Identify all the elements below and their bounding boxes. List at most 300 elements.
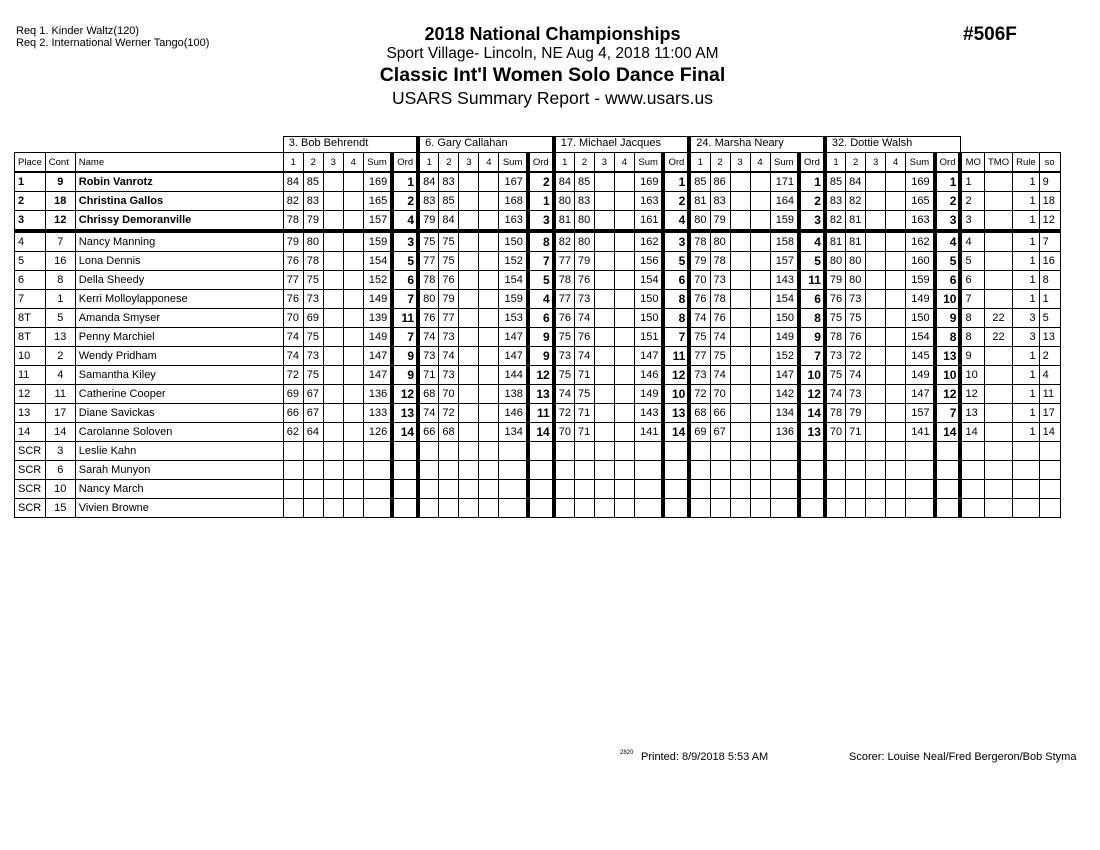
judge-score [343, 347, 363, 366]
judge-score [459, 366, 479, 385]
judge-score: 74 [846, 366, 866, 385]
judge-sum: 154 [906, 328, 935, 347]
table-row [15, 461, 1061, 480]
judge-score: 82 [554, 231, 575, 252]
judge-score [459, 290, 479, 309]
rule-cell [1013, 499, 1040, 518]
table-row [15, 271, 1061, 290]
judge-sum: 143 [770, 271, 799, 290]
skater-name: Nancy March [75, 480, 283, 499]
judge-score [594, 442, 614, 461]
judge-score: 73 [825, 347, 846, 366]
judge-score [750, 442, 770, 461]
judge-score [614, 231, 634, 252]
judge-score [323, 172, 343, 192]
table-row [15, 252, 1061, 271]
scorer-names: Scorer: Louise Neal/Fred Bergeron/Bob Styma [849, 751, 1077, 763]
majority-ordinal: 3 [960, 211, 984, 232]
judge-score [614, 328, 634, 347]
judge-score [479, 480, 499, 499]
place-cell: 8T [15, 309, 46, 328]
judge-score [594, 423, 614, 442]
rule-cell: 1 [1013, 172, 1040, 192]
judge-score [479, 172, 499, 192]
judge-score: 76 [574, 271, 594, 290]
judge-sum: 146 [634, 366, 663, 385]
judge-sum: 142 [770, 385, 799, 404]
judge-score [730, 328, 750, 347]
judge-score [459, 480, 479, 499]
judge-sum: 169 [906, 172, 935, 192]
judge-score [846, 499, 866, 518]
judge-score: 73 [574, 290, 594, 309]
judge-sum: 160 [906, 252, 935, 271]
judge-score [323, 347, 343, 366]
judge-score: 74 [283, 328, 303, 347]
judge-score: 70 [283, 309, 303, 328]
judge-ordinal: 9 [528, 328, 554, 347]
judge-score [554, 442, 575, 461]
table-row [15, 211, 1061, 232]
judge-score [730, 172, 750, 192]
judge-ordinal: 4 [935, 231, 961, 252]
judge-sum: 141 [906, 423, 935, 442]
place-cell: SCR [15, 499, 46, 518]
judge-score: 79 [283, 231, 303, 252]
venue-datetime: Sport Village- Lincoln, NE Aug 4, 2018 11:00 AM [386, 45, 719, 62]
judge-score: 72 [554, 404, 575, 423]
judge-score [479, 328, 499, 347]
judge-score: 84 [439, 211, 459, 232]
column-header-s1: 1 [825, 153, 846, 173]
judge-score: 74 [710, 366, 730, 385]
judge-sum: 169 [634, 172, 663, 192]
majority-ordinal: 5 [960, 252, 984, 271]
judge-ordinal: 11 [392, 309, 418, 328]
judge-ordinal: 5 [935, 252, 961, 271]
judge-score: 69 [283, 385, 303, 404]
skater-name: Kerri Molloylapponese [75, 290, 283, 309]
judge-score: 85 [439, 192, 459, 211]
judge-score [886, 192, 906, 211]
judge-score: 81 [554, 211, 575, 232]
judge-ordinal [528, 480, 554, 499]
judge-score: 72 [689, 385, 710, 404]
judge-ordinal [663, 480, 689, 499]
judge-score [730, 290, 750, 309]
judge-score: 83 [439, 172, 459, 192]
judge-score [479, 192, 499, 211]
judge-score [710, 480, 730, 499]
judge-score: 78 [554, 271, 575, 290]
table-row [15, 347, 1061, 366]
judge-score: 67 [303, 385, 323, 404]
judge-sum [906, 499, 935, 518]
footer-code: 2820 [620, 750, 634, 756]
judge-score: 73 [554, 347, 575, 366]
skate-order: 13 [1039, 328, 1060, 347]
judge-score [594, 172, 614, 192]
column-header-ord: Ord [935, 153, 961, 173]
judge-score: 70 [689, 271, 710, 290]
judge-score [479, 442, 499, 461]
judge-score [730, 192, 750, 211]
judge-score: 70 [554, 423, 575, 442]
contestant-number: 6 [45, 461, 75, 480]
judge-score: 74 [710, 328, 730, 347]
judge-score [554, 499, 575, 518]
requirement-item: Req 1. Kinder Waltz(120) [16, 25, 140, 37]
judge-score [866, 192, 886, 211]
skate-order: 2 [1039, 347, 1060, 366]
judge-ordinal [392, 461, 418, 480]
judge-sum [634, 442, 663, 461]
judge-score [594, 290, 614, 309]
total-majority-ordinal [984, 499, 1012, 518]
judge-score: 76 [283, 252, 303, 271]
judge-score: 75 [689, 328, 710, 347]
judge-ordinal [799, 442, 825, 461]
judge-score [459, 404, 479, 423]
judge-score [323, 442, 343, 461]
judge-score [323, 290, 343, 309]
judge-score [750, 461, 770, 480]
judge-score [866, 461, 886, 480]
column-header-sum: Sum [906, 153, 935, 173]
column-header-s2: 2 [574, 153, 594, 173]
judge-score [866, 499, 886, 518]
judge-score: 84 [554, 172, 575, 192]
printed-timestamp: Printed: 8/9/2018 5:53 AM [641, 751, 769, 763]
judge-sum [499, 480, 528, 499]
place-cell: SCR [15, 442, 46, 461]
rule-cell: 1 [1013, 211, 1040, 232]
judge-score [343, 172, 363, 192]
judge-ordinal [935, 480, 961, 499]
judge-score [323, 328, 343, 347]
skater-name: Vivien Browne [75, 499, 283, 518]
judge-sum: 164 [770, 192, 799, 211]
judge-sum: 138 [499, 385, 528, 404]
judge-score [343, 366, 363, 385]
judge-ordinal: 8 [799, 309, 825, 328]
judge-score [594, 499, 614, 518]
judge-score [886, 309, 906, 328]
judge-ordinal: 7 [392, 290, 418, 309]
place-cell: 6 [15, 271, 46, 290]
judge-score [689, 461, 710, 480]
judge-score: 73 [689, 366, 710, 385]
judge-sum: 161 [634, 211, 663, 232]
judge-score: 69 [303, 309, 323, 328]
judge-ordinal: 7 [663, 328, 689, 347]
contestant-number: 12 [45, 211, 75, 232]
judge-score [886, 290, 906, 309]
majority-ordinal: 1 [960, 172, 984, 192]
judge-ordinal: 7 [935, 404, 961, 423]
judge-score: 78 [283, 211, 303, 232]
column-header-ord: Ord [663, 153, 689, 173]
judge-score: 73 [439, 366, 459, 385]
judge-ordinal [799, 499, 825, 518]
judge-sum: 139 [363, 309, 392, 328]
majority-ordinal: 14 [960, 423, 984, 442]
column-header-s3: 3 [730, 153, 750, 173]
judge-sum: 147 [363, 366, 392, 385]
majority-ordinal: 12 [960, 385, 984, 404]
judge-score: 77 [418, 252, 439, 271]
judge-sum: 157 [363, 211, 392, 232]
majority-ordinal: 4 [960, 231, 984, 252]
total-majority-ordinal [984, 290, 1012, 309]
judge-sum: 150 [634, 309, 663, 328]
judge-score [614, 271, 634, 290]
majority-ordinal: 6 [960, 271, 984, 290]
column-header-s1: 1 [418, 153, 439, 173]
judge-score [730, 366, 750, 385]
judge-score [343, 290, 363, 309]
judge-score: 75 [303, 366, 323, 385]
judge-ordinal [935, 499, 961, 518]
judge-score [730, 480, 750, 499]
judge-score [343, 231, 363, 252]
judge-score [614, 423, 634, 442]
place-cell: 8T [15, 328, 46, 347]
judge-sum: 157 [906, 404, 935, 423]
column-header-cont: Cont [45, 153, 75, 173]
column-header-s4: 4 [614, 153, 634, 173]
judge-sum [499, 442, 528, 461]
judge-score [323, 499, 343, 518]
judge-score [594, 309, 614, 328]
skater-name: Wendy Pridham [75, 347, 283, 366]
total-majority-ordinal [984, 385, 1012, 404]
judge-score: 78 [825, 404, 846, 423]
judge-score [459, 192, 479, 211]
judge-score: 79 [303, 211, 323, 232]
place-cell: 2 [15, 192, 46, 211]
judge-score: 74 [418, 404, 439, 423]
judge-score: 73 [846, 385, 866, 404]
rule-cell [1013, 480, 1040, 499]
judge-score: 76 [283, 290, 303, 309]
judge-score: 78 [710, 290, 730, 309]
judge-score [614, 252, 634, 271]
judge-score [283, 480, 303, 499]
judge-score [574, 442, 594, 461]
column-header-name: Name [75, 153, 283, 173]
majority-ordinal: 8 [960, 328, 984, 347]
judge-ordinal: 8 [663, 290, 689, 309]
skate-order: 4 [1039, 366, 1060, 385]
column-header-s4: 4 [886, 153, 906, 173]
judge-score: 76 [689, 290, 710, 309]
judge-score: 80 [303, 231, 323, 252]
column-header-row [15, 153, 1061, 173]
judge-ordinal: 4 [799, 231, 825, 252]
judge-score [459, 271, 479, 290]
judge-score [730, 461, 750, 480]
majority-ordinal: 7 [960, 290, 984, 309]
judge-score [594, 347, 614, 366]
majority-ordinal [960, 499, 984, 518]
judge-score [846, 461, 866, 480]
judge-score [574, 499, 594, 518]
judge-score [689, 442, 710, 461]
judge-ordinal: 13 [663, 404, 689, 423]
judge-score [459, 211, 479, 232]
judge-ordinal: 9 [799, 328, 825, 347]
judge-score: 80 [418, 290, 439, 309]
rule-cell: 1 [1013, 192, 1040, 211]
judge-score: 74 [825, 385, 846, 404]
table-row [15, 385, 1061, 404]
event-code: #506F [963, 24, 1017, 45]
judge-score [614, 347, 634, 366]
judge-score: 75 [303, 271, 323, 290]
judge-score [554, 461, 575, 480]
skate-order [1039, 461, 1060, 480]
judge-score [614, 211, 634, 232]
judge-score [303, 499, 323, 518]
judge-score [303, 461, 323, 480]
judge-score [459, 461, 479, 480]
table-row [15, 499, 1061, 518]
judge-score: 70 [710, 385, 730, 404]
contestant-number: 2 [45, 347, 75, 366]
judge-score [323, 404, 343, 423]
judge-ordinal: 2 [935, 192, 961, 211]
judge-score: 81 [825, 231, 846, 252]
judge-sum: 165 [906, 192, 935, 211]
judge-score: 75 [846, 309, 866, 328]
judge-score [866, 309, 886, 328]
judge-score: 74 [689, 309, 710, 328]
judge-score [730, 252, 750, 271]
judge-score: 75 [303, 328, 323, 347]
judge-score: 74 [574, 347, 594, 366]
judge-sum: 147 [906, 385, 935, 404]
judge-score [750, 211, 770, 232]
judge-score [886, 172, 906, 192]
judge-ordinal: 14 [392, 423, 418, 442]
judge-score [594, 231, 614, 252]
judge-score: 85 [825, 172, 846, 192]
judge-score: 76 [418, 309, 439, 328]
judge-score: 80 [689, 211, 710, 232]
table-row [15, 192, 1061, 211]
column-header-tmo: TMO [984, 153, 1012, 173]
contestant-number: 17 [45, 404, 75, 423]
judge-sum: 147 [634, 347, 663, 366]
judge-ordinal [528, 461, 554, 480]
skate-order [1039, 480, 1060, 499]
judge-ordinal: 4 [528, 290, 554, 309]
contestant-number: 3 [45, 442, 75, 461]
judge-ordinal: 12 [935, 385, 961, 404]
judge-sum [906, 461, 935, 480]
judge-score: 77 [689, 347, 710, 366]
judge-score: 71 [574, 404, 594, 423]
judge-score [323, 366, 343, 385]
judge-sum: 150 [499, 231, 528, 252]
judge-score [283, 499, 303, 518]
rule-cell [1013, 442, 1040, 461]
contestant-number: 5 [45, 309, 75, 328]
judge-score [459, 347, 479, 366]
judge-score: 78 [418, 271, 439, 290]
judge-sum: 167 [499, 172, 528, 192]
judge-sum: 149 [634, 385, 663, 404]
judge-sum: 162 [906, 231, 935, 252]
judge-score: 74 [283, 347, 303, 366]
judge-score [866, 442, 886, 461]
judge-score: 78 [710, 252, 730, 271]
judge-score [343, 309, 363, 328]
judge-sum: 146 [499, 404, 528, 423]
judge-score: 80 [574, 231, 594, 252]
judge-score [343, 423, 363, 442]
judge-sum: 153 [499, 309, 528, 328]
judge-score [886, 211, 906, 232]
judge-ordinal: 11 [528, 404, 554, 423]
judge-score [846, 480, 866, 499]
majority-ordinal: 13 [960, 404, 984, 423]
judge-ordinal [663, 461, 689, 480]
judge-score: 62 [283, 423, 303, 442]
judge-sum: 158 [770, 231, 799, 252]
skater-name: Penny Marchiel [75, 328, 283, 347]
judge-name: 32. Dottie Walsh [825, 137, 961, 153]
judge-sum [634, 461, 663, 480]
judge-sum: 141 [634, 423, 663, 442]
judge-ordinal: 9 [528, 347, 554, 366]
judge-score [479, 290, 499, 309]
judge-ordinal: 10 [935, 290, 961, 309]
judge-ordinal [935, 461, 961, 480]
judge-ordinal: 2 [663, 192, 689, 211]
judge-sum: 163 [499, 211, 528, 232]
judge-sum: 163 [906, 211, 935, 232]
judge-score [710, 442, 730, 461]
judge-score [750, 172, 770, 192]
judge-score [459, 252, 479, 271]
judge-score [614, 480, 634, 499]
total-majority-ordinal [984, 172, 1012, 192]
judge-score [750, 309, 770, 328]
judge-score: 76 [574, 328, 594, 347]
judge-score: 78 [825, 328, 846, 347]
judge-ordinal: 2 [392, 192, 418, 211]
table-row [15, 290, 1061, 309]
column-header-rule: Rule [1013, 153, 1040, 173]
rule-cell: 1 [1013, 252, 1040, 271]
judge-ordinal: 12 [528, 366, 554, 385]
rule-cell: 1 [1013, 347, 1040, 366]
judge-score [479, 231, 499, 252]
judge-score [866, 328, 886, 347]
judge-score [479, 404, 499, 423]
judge-score [614, 404, 634, 423]
judge-sum: 157 [770, 252, 799, 271]
total-majority-ordinal [984, 404, 1012, 423]
judge-sum: 150 [770, 309, 799, 328]
rule-cell: 1 [1013, 404, 1040, 423]
judge-score [866, 404, 886, 423]
table-row [15, 328, 1061, 347]
judge-score: 74 [418, 328, 439, 347]
judge-ordinal [392, 499, 418, 518]
